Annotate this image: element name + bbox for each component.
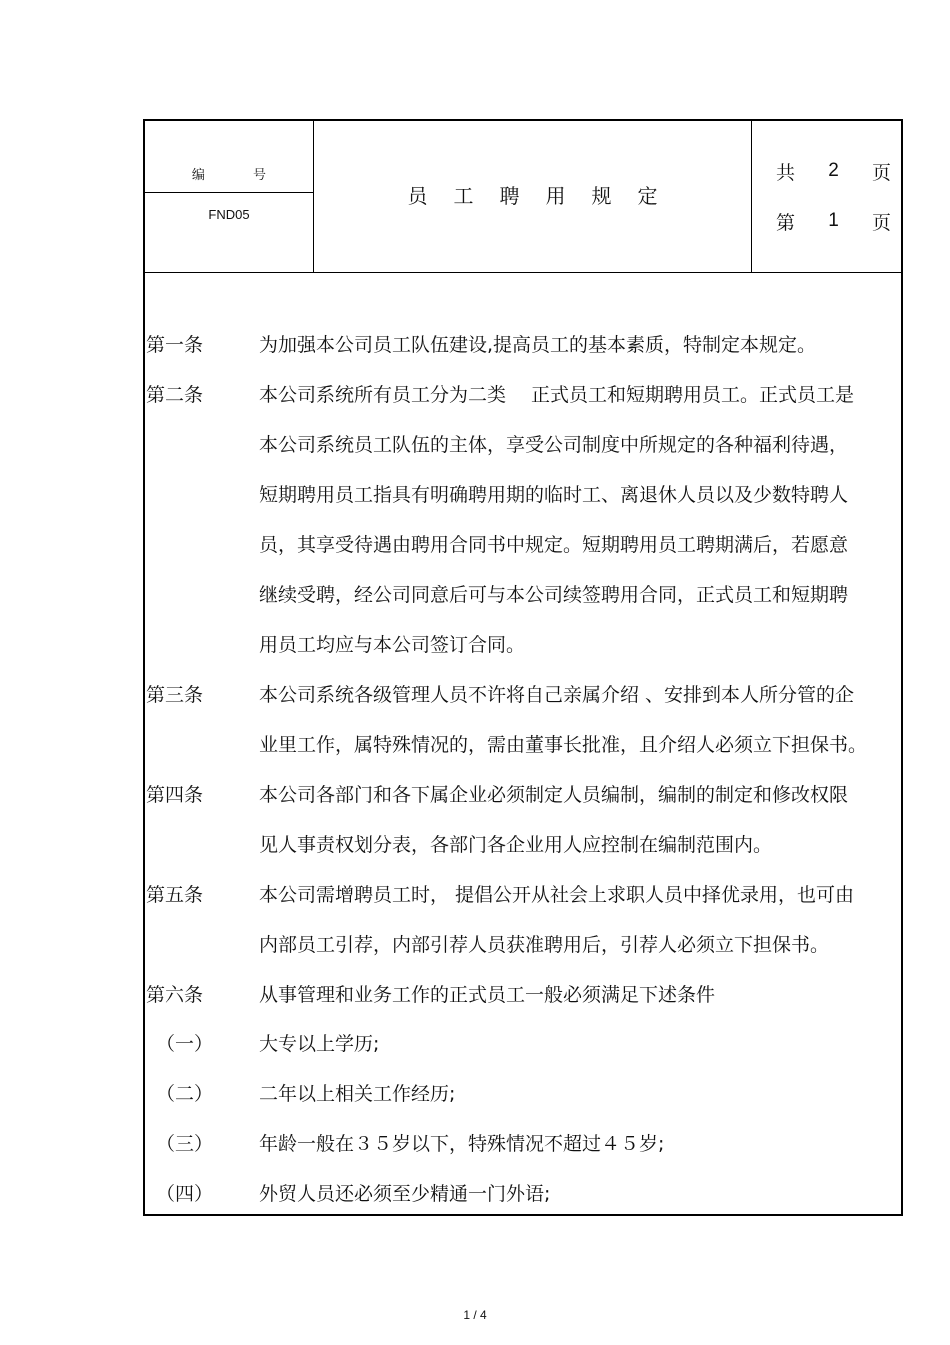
page-count-cell xyxy=(752,121,901,272)
code-value: FND05 xyxy=(208,207,250,222)
article-text: 继续受聘，经公司同意后可与本公司续签聘用合同，正式员工和短期聘 xyxy=(259,584,849,606)
article-text: 本公司系统所有员工分为二类 正式员工和短期聘用员工。正式员工是 xyxy=(259,384,855,406)
total-suffix: 页 xyxy=(871,161,891,184)
article-label: 第一条 xyxy=(146,334,204,356)
condition-text: 二年以上相关工作经历; xyxy=(259,1083,456,1105)
code-label: 编 号 xyxy=(145,121,313,193)
article-label: 第三条 xyxy=(146,684,204,706)
article-text: 为加强本公司员工队伍建设,提高员工的基本素质，特制定本规定。 xyxy=(259,334,817,356)
current-page-line xyxy=(776,206,891,236)
total-prefix: 共 xyxy=(776,161,796,184)
current-suffix: 页 xyxy=(871,211,891,234)
article-text: 短期聘用员工指具有明确聘用期的临时工、离退休人员以及少数特聘人 xyxy=(259,484,849,506)
total-pages: 2 xyxy=(828,160,839,181)
condition-label: （四） xyxy=(156,1183,214,1205)
condition-text: 大专以上学历; xyxy=(259,1033,380,1055)
page-indicator: 1 / 4 xyxy=(463,1308,487,1322)
article-text: 从事管理和业务工作的正式员工一般必须满足下述条件 xyxy=(259,984,716,1006)
condition-label: （二） xyxy=(156,1083,214,1105)
condition-label: （一） xyxy=(156,1033,214,1055)
article-text: 本公司系统员工队伍的主体，享受公司制度中所规定的各种福利待遇， xyxy=(259,434,849,456)
article-label: 第四条 xyxy=(146,784,204,806)
current-page: 1 xyxy=(828,210,839,231)
article-label: 第二条 xyxy=(146,384,204,406)
total-pages-line xyxy=(776,156,891,186)
article-text: 本公司系统各级管理人员不许将自己亲属介绍 、安排到本人所分管的企 xyxy=(259,684,855,706)
document-frame xyxy=(143,119,903,1216)
document-header xyxy=(145,121,901,273)
article-text: 本公司各部门和各下属企业必须制定人员编制，编制的制定和修改权限 xyxy=(259,784,849,806)
document-title: 员工聘用规定 xyxy=(314,121,752,272)
article-text: 内部员工引荐，内部引荐人员获准聘用后，引荐人必须立下担保书。 xyxy=(259,934,830,956)
article-text: 本公司需增聘员工时， 提倡公开从社会上求职人员中择优录用，也可由 xyxy=(259,884,855,906)
condition-text: 外贸人员还必须至少精通一门外语; xyxy=(259,1183,551,1205)
article-text: 员，其享受待遇由聘用合同书中规定。短期聘用员工聘期满后，若愿意 xyxy=(259,534,849,556)
article-text: 见人事责权划分表，各部门各企业用人应控制在编制范围内。 xyxy=(259,834,773,856)
current-prefix: 第 xyxy=(776,211,796,234)
article-label: 第六条 xyxy=(146,984,204,1006)
article-label: 第五条 xyxy=(146,884,204,906)
article-text: 用员工均应与本公司签订合同。 xyxy=(259,634,526,656)
condition-text: 年龄一般在３５岁以下，特殊情况不超过４５岁; xyxy=(259,1133,665,1155)
code-cell xyxy=(145,121,314,272)
condition-label: （三） xyxy=(156,1133,214,1155)
article-text: 业里工作，属特殊情况的，需由董事长批准，且介绍人必须立下担保书。 xyxy=(259,734,868,756)
